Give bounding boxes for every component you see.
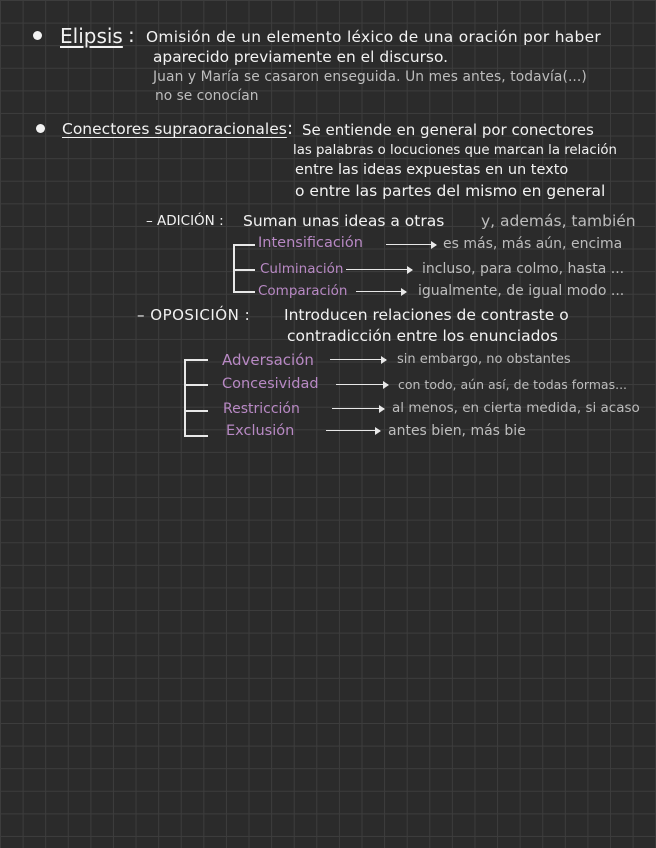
adicion-description: Suman unas ideas a otras	[243, 212, 445, 230]
arrow-icon	[326, 430, 380, 431]
elipsis-definition-line-1: Omisión de un elemento léxico de una oración por haber	[146, 28, 601, 46]
oposicion-bracket-vertical	[184, 359, 186, 436]
arrow-icon	[336, 384, 388, 385]
oposicion-item-restriccion-examples: al menos, en cierta medida, si acaso	[392, 400, 640, 416]
oposicion-item-exclusion-examples: antes bien, más bie	[388, 423, 526, 439]
adicion-item-culminacion-examples: incluso, para colmo, hasta ...	[422, 261, 625, 277]
adicion-bracket-tick-3	[233, 291, 255, 293]
adicion-item-comparacion-label: Comparación	[258, 283, 348, 299]
arrow-icon	[356, 291, 406, 292]
conectores-definition-line-2: las palabras o locuciones que marcan la relación	[293, 143, 617, 158]
oposicion-bracket-tick-2	[184, 384, 208, 386]
colon-elipsis: :	[128, 23, 135, 47]
oposicion-bracket-tick-3	[184, 410, 208, 412]
term-conectores: Conectores supraoracionales	[62, 120, 287, 138]
conectores-definition-line-4: o entre las partes del mismo en general	[295, 182, 606, 200]
arrow-icon	[346, 269, 412, 270]
oposicion-bracket-tick-4	[184, 435, 208, 437]
arrow-icon	[386, 244, 436, 245]
elipsis-example-line-2: no se conocían	[155, 88, 259, 104]
adicion-heading: – ADICIÓN :	[146, 213, 224, 229]
oposicion-item-adversacion-label: Adversación	[222, 351, 314, 369]
arrow-icon	[332, 408, 384, 409]
oposicion-description-line-1: Introducen relaciones de contraste o	[284, 306, 569, 324]
oposicion-bracket-tick-1	[184, 359, 208, 361]
oposicion-item-adversacion-examples: sin embargo, no obstantes	[397, 352, 571, 367]
oposicion-item-concesividad-label: Concesividad	[222, 376, 319, 392]
adicion-item-comparacion-examples: igualmente, de igual modo ...	[418, 283, 625, 299]
adicion-item-intensificacion-examples: es más, más aún, encima	[443, 236, 623, 252]
elipsis-definition-line-2: aparecido previamente en el discurso.	[153, 48, 448, 66]
oposicion-item-restriccion-label: Restricción	[223, 401, 300, 417]
adicion-item-intensificacion-label: Intensificación	[258, 235, 363, 251]
arrow-icon	[330, 359, 386, 360]
conectores-definition-line-1: Se entiende en general por conectores	[302, 121, 594, 139]
bullet-elipsis	[33, 31, 42, 40]
adicion-examples: y, además, también	[481, 212, 636, 230]
oposicion-description-line-2: contradicción entre los enunciados	[287, 327, 558, 345]
oposicion-item-concesividad-examples: con todo, aún así, de todas formas...	[398, 377, 628, 392]
adicion-bracket-vertical	[233, 244, 235, 292]
term-elipsis: Elipsis	[60, 24, 123, 48]
adicion-bracket-tick-1	[233, 244, 255, 246]
elipsis-example-line-1: Juan y María se casaron enseguida. Un mes antes, todavía(...)	[153, 69, 587, 85]
conectores-definition-line-3: entre las ideas expuestas en un texto	[295, 162, 569, 178]
oposicion-heading: – OPOSICIÓN :	[137, 306, 251, 324]
adicion-item-culminacion-label: Culminación	[260, 261, 344, 277]
bullet-conectores	[36, 124, 45, 133]
colon-conectores: :	[287, 118, 294, 139]
oposicion-item-exclusion-label: Exclusión	[226, 423, 295, 439]
adicion-bracket-tick-2	[233, 269, 255, 271]
